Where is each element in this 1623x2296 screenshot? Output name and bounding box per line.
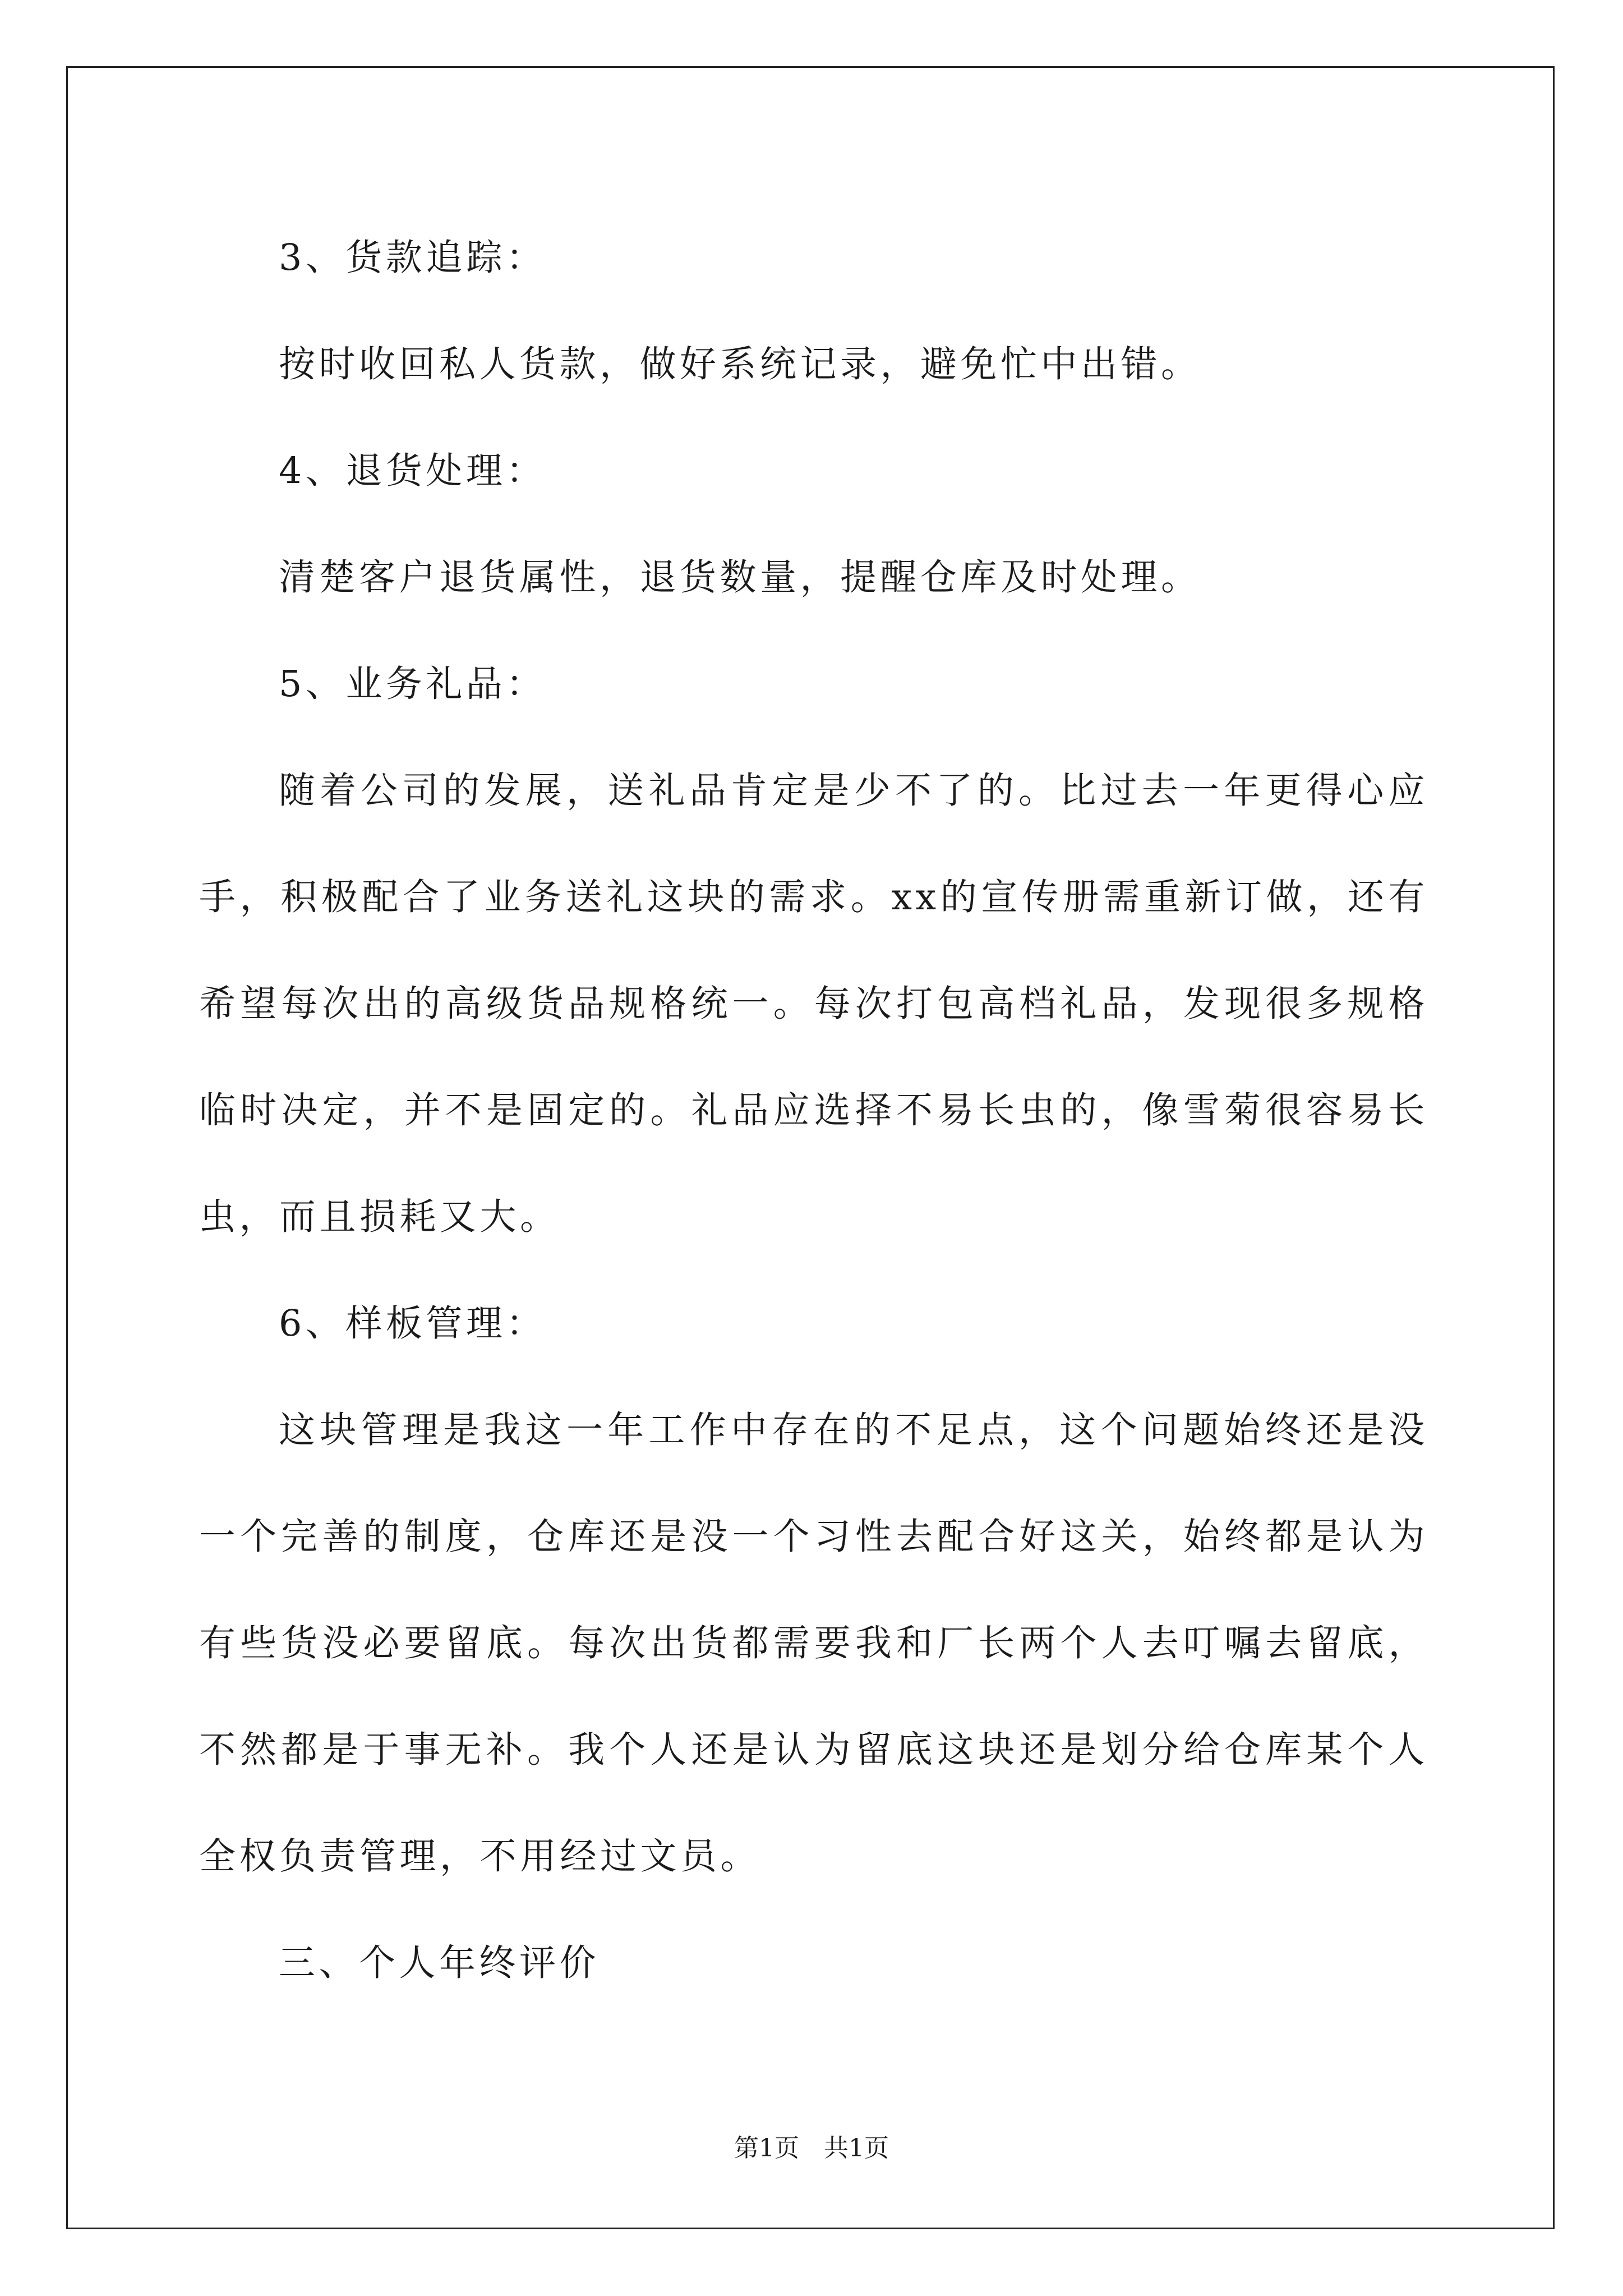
- paragraph-returns: 清楚客户退货属性，退货数量，提醒仓库及时处理。: [279, 556, 1201, 599]
- section-heading-gifts: 5、业务礼品：: [279, 663, 546, 705]
- section-heading-returns: 4、退货处理：: [279, 450, 546, 492]
- paragraph-samples: 这块管理是我这一年工作中存在的不足点，这个问题始终还是没一个完善的制度，仓库还是没一个习性去配合好这关，始终都是认为有些货没必要留底。每次出货都需要我和厂长两个人去叮嘱去留底，不然都是于事无补。我个人还是认为留底这块还是划分给仓库某个人全权负责管理，不用经过文员。: [199, 1409, 1428, 1878]
- paragraph-gifts: 随着公司的发展，送礼品肯定是少不了的。比过去一年更得心应手，积极配合了业务送礼这块的需求。xx的宣传册需重新订做，还有希望每次出的高级货品规格统一。每次打包高档礼品，发现很多规格临时决定，并不是固定的。礼品应选择不易长虫的，像雪菊很容易长虫，而且损耗又大。: [199, 770, 1428, 1238]
- section-heading-payment-tracking: 3、货款追踪：: [279, 237, 546, 279]
- document-body: [199, 205, 1428, 2017]
- page-footer: 第1页 共1页: [734, 2134, 889, 2162]
- paragraph-payment-tracking: 按时收回私人货款，做好系统记录，避免忙中出错。: [279, 343, 1201, 385]
- section-heading-evaluation: 三、个人年终评价: [279, 1942, 600, 1984]
- section-heading-samples: 6、样板管理：: [279, 1303, 546, 1345]
